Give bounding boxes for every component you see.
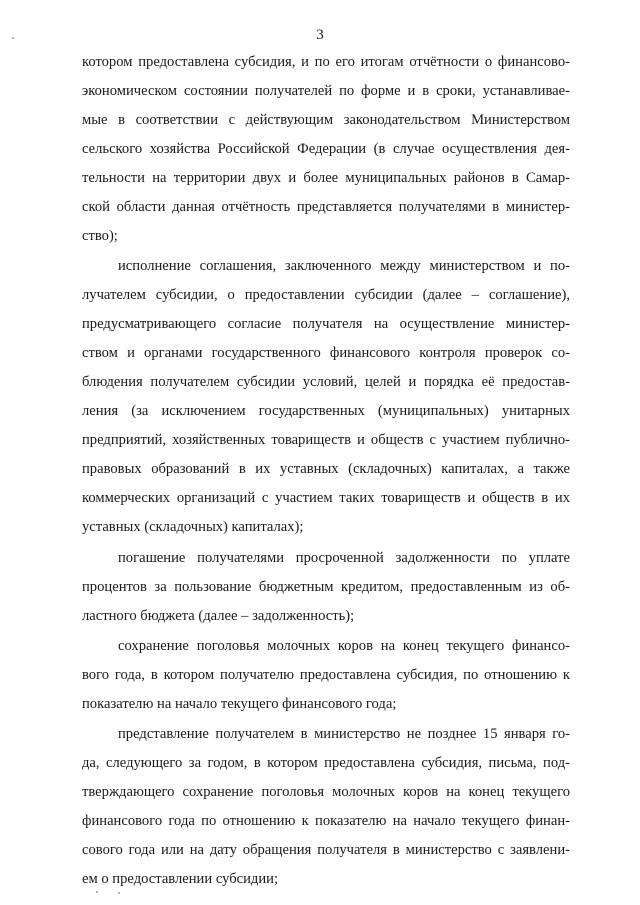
text-line: ластного бюджета (далее – задолженность);: [82, 608, 355, 624]
text-line: предприятий, хозяйственных товариществ и обществ с участием публично-: [82, 432, 570, 448]
text-line: предусматривающего согласие получателя на осуществление министер-: [82, 316, 570, 332]
text-line: сохранение поголовья молочных коров на конец текущего финансо-: [118, 638, 570, 654]
text-line: тельности на территории двух и более муниципальных районов в Самар-: [82, 170, 570, 186]
text-line: исполнение соглашения, заключенного между министерством и по-: [118, 258, 570, 274]
text-line: вого года, в котором получателю предоставлена субсидия, по отношению к: [82, 667, 570, 683]
text-line: ем о предоставлении субсидии;: [82, 871, 279, 887]
text-line: ления (за исключением государственных (муниципальных) унитарных: [82, 403, 570, 419]
text-line: показателю на начало текущего финансового года;: [82, 696, 397, 712]
text-line: представление получателем в министерство не позднее 15 января го-: [118, 726, 570, 742]
text-line: ской области данная отчётность представляется получателями в министер-: [82, 199, 570, 215]
page-number: 3: [316, 27, 324, 43]
text-line: погашение получателями просроченной задолженности по уплате: [118, 550, 570, 566]
text-line: экономическом состоянии получателей по форме и в сроки, устанавливае-: [82, 83, 570, 99]
text-line: сового года или на дату обращения получателя в министерство с заявлени-: [82, 842, 570, 858]
text-line: мые в соответствии с действующим законодательством Министерством: [82, 112, 570, 128]
scan-speck: [118, 892, 120, 894]
scan-speck: [12, 37, 14, 39]
text-line: ством и органами государственного финансового контроля проверок со-: [82, 345, 570, 361]
text-line: коммерческих организаций с участием таких товариществ и обществ в их: [82, 490, 570, 506]
text-line: процентов за пользование бюджетным кредитом, предоставленным из об-: [82, 579, 570, 595]
text-line: сельского хозяйства Российской Федерации (в случае осуществления дея-: [82, 141, 570, 157]
text-line: ство);: [82, 228, 118, 244]
text-line: правовых образований в их уставных (складочных) капиталах, а также: [82, 461, 570, 477]
text-line: финансового года по отношению к показателю на начало текущего финан-: [82, 813, 570, 829]
text-line: блюдения получателем субсидии условий, целей и порядка её предостав-: [82, 374, 570, 390]
text-line: уставных (складочных) капиталах);: [82, 519, 304, 535]
text-line: котором предоставлена субсидия, и по его итогам отчётности о финансово-: [82, 54, 570, 70]
scan-speck: [96, 891, 98, 893]
text-line: лучателем субсидии, о предоставлении субсидии (далее – соглашение),: [82, 287, 570, 303]
text-line: тверждающего сохранение поголовья молочных коров на конец текущего: [82, 784, 570, 800]
text-line: да, следующего за годом, в котором предоставлена субсидия, письма, под-: [82, 755, 570, 771]
